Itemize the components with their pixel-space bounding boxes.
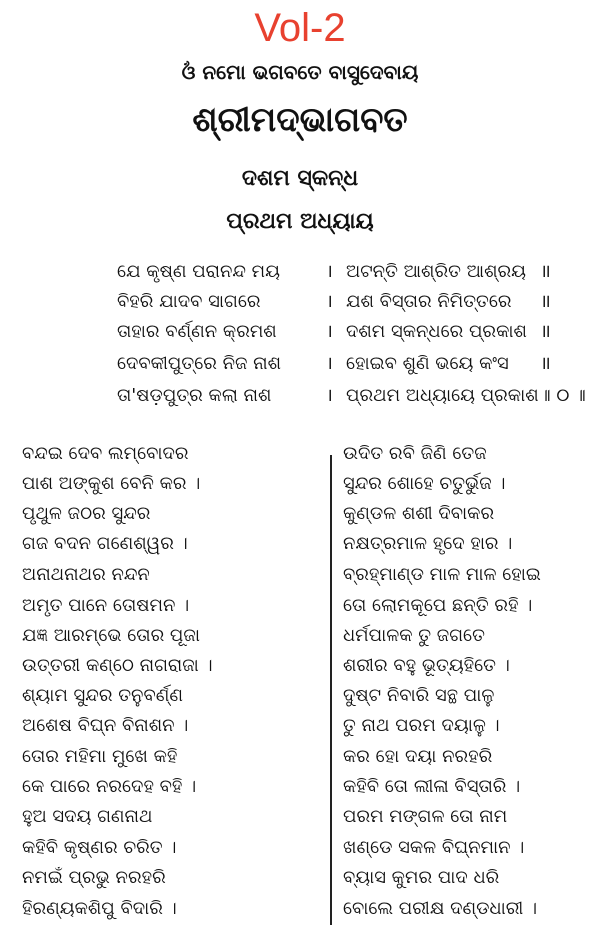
verse-line: ବୋଲେ ପରୀକ୍ଷ ଦଣ୍ଡଧାରୀ । (343, 898, 538, 919)
verse-line: ନମଇଁ ପ୍ରଭୁ ନରହରି (22, 867, 166, 888)
skandha-heading: ଦଶମ ସ୍କନ୍ଧ (241, 166, 359, 191)
intro-separator: । (326, 291, 333, 312)
intro-left-text: ତାହାର ବର୍ଣ୍ଣନ କ୍ରମଶ (117, 321, 277, 342)
intro-separator: । (326, 353, 333, 374)
verse-line: କେ ପାରେ ନରଦେହ ବହି । (22, 776, 197, 797)
verse-line: କହିବି ତୋ ଲୀଳା ବିସ୍ତାରି । (343, 776, 521, 797)
verse-line: ଉତ୍ତରୀ କଣ୍ଠେ ନାଗରାଜା । (22, 655, 213, 676)
verse-line: ବ୍ୟାସ କୁମର ପାଦ ଧରି (343, 867, 500, 888)
intro-end-mark: ॥ (540, 321, 551, 342)
intro-separator: । (326, 261, 333, 282)
intro-left-text: ତା'ଷଡ଼ପୁତ୍ର କଲା ନାଶ (117, 385, 272, 406)
verse-line: ଧର୍ମପାଳକ ତୁ ଜଗତେ (343, 625, 485, 646)
invocation-line: ଓଁ ନମୋ ଭଗବତେ ବାସୁଦେବାୟ (181, 60, 419, 84)
verse-line: ଖଣ୍ଡେ ସକଳ ବିଘ୍ନମାନ । (343, 837, 525, 858)
verse-line: ବ୍ରହ୍ମାଣ୍ଡ ମାଳ ମାଳ ହୋଇ (343, 564, 541, 585)
intro-right-text: ଦଶମ ସ୍କନ୍ଧରେ ପ୍ରକାଶ (346, 321, 527, 342)
intro-separator: । (326, 385, 333, 406)
intro-line (0, 350, 600, 378)
verse-line: ତୋର ମହିମା ମୁଖେ କହି (22, 746, 178, 767)
verse-line: କର ହୋ ଦୟା ନରହରି (343, 746, 493, 767)
verse-line: ତୋ ଲୋମକୂପେ ଛନ୍ତି ରହି । (343, 595, 533, 616)
intro-line (0, 288, 600, 316)
verse-line: ବନ୍ଦଇ ଦେବ ଲମ୍ବୋଦର (22, 443, 189, 464)
column-divider (330, 455, 332, 925)
verse-line: ଉଦିତ ରବି ଜିଣି ତେଜ (343, 443, 487, 464)
verse-line: ଶରୀର ବହୁ ଭୂତ୍ୟହିତେ । (343, 655, 510, 676)
verse-line: ପରମ ମଙ୍ଗଳ ତୋ ନାମ (343, 806, 508, 827)
intro-separator: । (326, 321, 333, 342)
verse-line: ଅଶେଷ ବିଘ୍ନ ବିନାଶନ । (22, 715, 189, 736)
page-title: ଶ୍ରୀମଦ୍ଭାଗବତ (192, 100, 408, 140)
verse-line: ହୁଅ ସଦୟ ଗଣନାଥ (22, 806, 153, 827)
intro-right-text: ଅଟନ୍ତି ଆଶ୍ରିତ ଆଶ୍ରୟ (346, 261, 526, 282)
verse-line: ଅନାଥନାଥର ନନ୍ଦନ (22, 564, 150, 585)
adhyaya-heading: ପ୍ରଥମ ଅଧ୍ୟାୟ (226, 209, 374, 234)
intro-end-mark: ॥ ୦ ॥ (540, 385, 586, 406)
intro-left-text: ଦେବକୀପୁତ୍ରେ ନିଜ ନାଶ (117, 353, 282, 374)
intro-line (0, 382, 600, 410)
verse-line: ଯଜ୍ଞ ଆରମ୍ଭେ ତୋର ପୂଜା (22, 625, 200, 646)
intro-right-text: ହୋଇବ ଶୁଣି ଭୟେ କଂସ (346, 353, 509, 374)
verse-line: ପାଶ ଅଙ୍କୁଶ ବେନି କର । (22, 473, 201, 494)
intro-right-text: ଯଶ ବିସ୍ତାର ନିମିତ୍ତରେ (346, 291, 512, 312)
verse-line: ନକ୍ଷତ୍ରମାଳ ହୃଦେ ହାର । (343, 533, 513, 554)
intro-line (0, 318, 600, 346)
intro-end-mark: ॥ (540, 291, 551, 312)
verse-line: ତୁ ନାଥ ପରମ ଦୟାଳୁ । (343, 715, 500, 736)
verse-line: କହିବି କୃଷ୍ଣର ଚରିତ । (22, 837, 177, 858)
verse-line: ହିରଣ୍ୟକଶିପୁ ବିଦାରି । (22, 898, 177, 919)
intro-end-mark: ॥ (540, 353, 551, 374)
intro-left-text: ବିହରି ଯାଦବ ସାଗରେ (117, 291, 261, 312)
verse-line: ଦୁଷ୍ଟ ନିବାରି ସନ୍ଥ ପାଳୁ (343, 685, 495, 706)
verse-line: ଗଜ ବଦନ ଗଣେଶ୍ୱର । (22, 533, 188, 554)
intro-right-text: ପ୍ରଥମ ଅଧ୍ୟାୟେ ପ୍ରକାଶ (346, 385, 539, 406)
verse-line: ଶ୍ୟାମ ସୁନ୍ଦର ତନୁବର୍ଣ୍ଣ (22, 685, 183, 706)
verse-line: କୁଣ୍ଡଳ ଶଶୀ ଦିବାକର (343, 503, 495, 524)
verse-line: ପୃଥୁଳ ଜଠର ସୁନ୍ଦର (22, 503, 151, 524)
verse-line: ଅମୃତ ପାନେ ତୋଷମନ । (22, 595, 190, 616)
intro-left-text: ଯେ କୃଷ୍ଣ ପରାନନ୍ଦ ମୟ (117, 261, 280, 282)
intro-line (0, 258, 600, 286)
volume-label: Vol-2 (254, 6, 346, 50)
verse-line: ସୁନ୍ଦର ଶୋହେ ଚତୁର୍ଭୁଜ । (343, 473, 506, 494)
intro-end-mark: ॥ (540, 261, 551, 282)
